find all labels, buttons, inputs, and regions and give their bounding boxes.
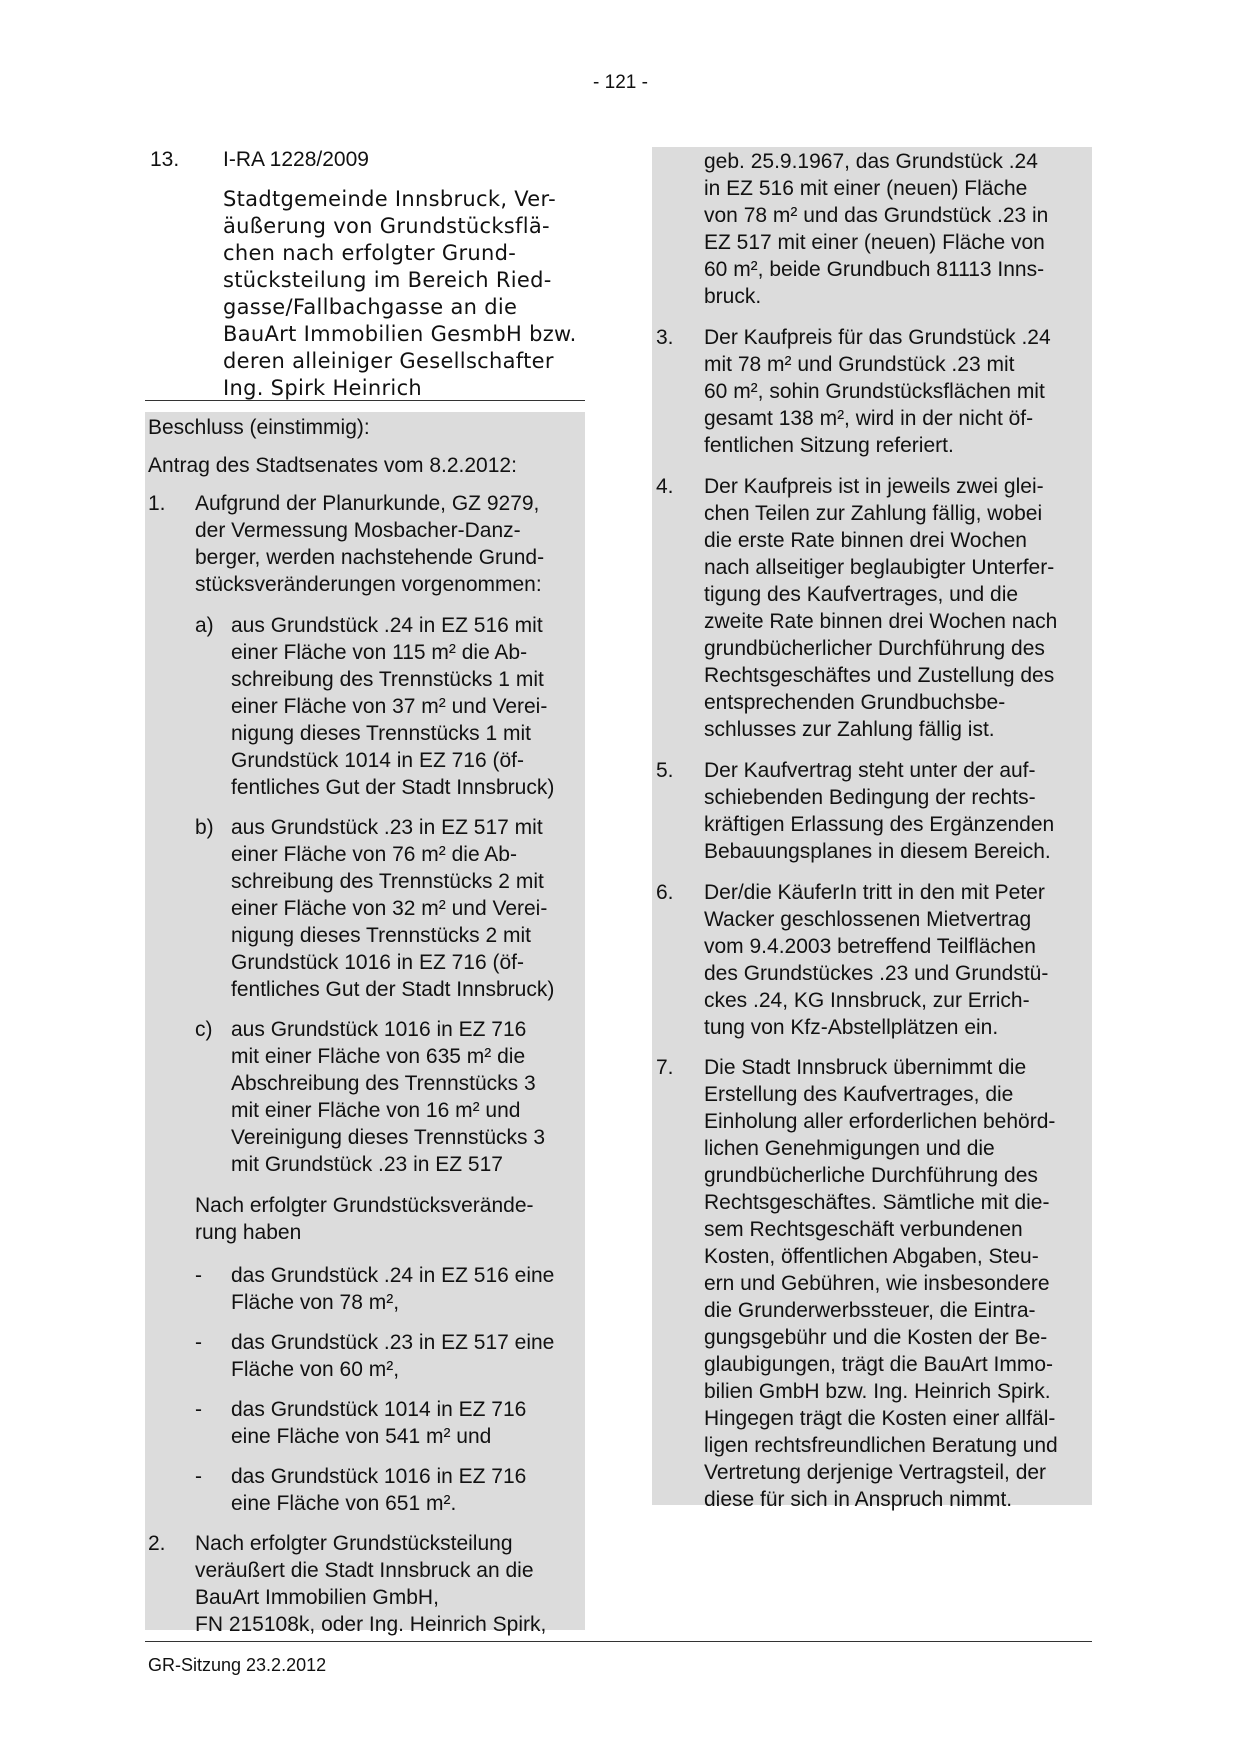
text-line: grundbücherlicher Durchführung des <box>704 637 1045 660</box>
text-line: mit 78 m² und Grundstück .23 mit <box>704 353 1015 376</box>
paragraph-number: 7. <box>656 1056 674 1079</box>
item-code: I-RA 1228/2009 <box>223 148 369 171</box>
text-line: Fläche von 60 m², <box>231 1358 400 1381</box>
text-line: FN 215108k, oder Ing. Heinrich Spirk, <box>195 1613 547 1636</box>
text-line: kräftigen Erlassung des Ergänzenden <box>704 813 1055 836</box>
text-line: mit einer Fläche von 16 m² und <box>231 1099 521 1122</box>
dash-bullet: - <box>195 1331 202 1354</box>
paragraph-4 <box>704 473 1057 743</box>
paragraph-1 <box>195 490 544 598</box>
text-line: Nach erfolgter Grundstücksteilung <box>195 1532 513 1555</box>
text-line: gungsgebühr und die Kosten der Be- <box>704 1326 1048 1349</box>
text-line: Der Kaufpreis für das Grundstück .24 <box>704 326 1051 349</box>
text-line: einer Fläche von 32 m² und Verei- <box>231 897 548 920</box>
text-line: einer Fläche von 76 m² die Ab- <box>231 843 517 866</box>
text-line: bilien GmbH bzw. Ing. Heinrich Spirk. <box>704 1380 1051 1403</box>
text-line: Hingegen trägt die Kosten einer allfäl- <box>704 1407 1056 1430</box>
sub-label: a) <box>195 614 214 637</box>
footer-text: GR-Sitzung 23.2.2012 <box>148 1655 327 1675</box>
title-line: deren alleiniger Gesellschafter <box>223 349 554 373</box>
text-line: nigung dieses Trennstücks 2 mit <box>231 924 531 947</box>
text-line: Erstellung des Kaufvertrages, die <box>704 1083 1014 1106</box>
dash-bullet: - <box>195 1264 202 1287</box>
text-line: ligen rechtsfreundlichen Beratung und <box>704 1434 1058 1457</box>
text-line: das Grundstück .24 in EZ 516 eine <box>231 1264 555 1287</box>
text-line: Grundstück 1016 in EZ 716 (öf- <box>231 951 524 974</box>
page-number: - 121 - <box>593 72 648 93</box>
sub-label: c) <box>195 1018 213 1041</box>
text-line: Einholung aller erforderlichen behörd- <box>704 1110 1056 1133</box>
text-line: die erste Rate binnen drei Wochen <box>704 529 1027 552</box>
text-line: Bebauungsplanes in diesem Bereich. <box>704 840 1051 863</box>
text-line: mit einer Fläche von 635 m² die <box>231 1045 526 1068</box>
text-line: schreibung des Trennstücks 1 mit <box>231 668 544 691</box>
text-line: geb. 25.9.1967, das Grundstück .24 <box>704 150 1038 173</box>
text-line: Fläche von 78 m², <box>231 1291 400 1314</box>
paragraph-number: 2. <box>148 1532 166 1555</box>
text-line: schlusses zur Zahlung fällig ist. <box>704 718 995 741</box>
paragraph-number: 1. <box>148 492 166 515</box>
dash-item <box>231 1329 554 1383</box>
text-line: aus Grundstück 1016 in EZ 716 <box>231 1018 527 1041</box>
text-line: einer Fläche von 37 m² und Verei- <box>231 695 548 718</box>
dash-item <box>231 1463 526 1517</box>
text-line: zweite Rate binnen drei Wochen nach <box>704 610 1058 633</box>
text-line: fentliches Gut der Stadt Innsbruck) <box>231 776 555 799</box>
sub-item-a <box>231 612 554 801</box>
text-line: chen Teilen zur Zahlung fällig, wobei <box>704 502 1043 525</box>
paragraph-number: 6. <box>656 881 674 904</box>
text-line: Der Kaufvertrag steht unter der auf- <box>704 759 1036 782</box>
title-line: chen nach erfolgter Grund- <box>223 241 517 265</box>
text-line: Aufgrund der Planurkunde, GZ 9279, <box>195 492 540 515</box>
paragraph-7 <box>704 1054 1058 1513</box>
text-line: mit Grundstück .23 in EZ 517 <box>231 1153 503 1176</box>
paragraph-3 <box>704 324 1051 459</box>
paragraph-6 <box>704 879 1048 1041</box>
motion-label: Antrag des Stadtsenates vom 8.2.2012: <box>148 454 517 477</box>
title-line: Ing. Spirk Heinrich <box>223 376 423 400</box>
text-line: diese für sich in Anspruch nimmt. <box>704 1488 1013 1511</box>
text-line: sem Rechtsgeschäft verbundenen <box>704 1218 1023 1241</box>
dash-bullet: - <box>195 1465 202 1488</box>
text-line: Vertretung derjenige Vertragsteil, der <box>704 1461 1047 1484</box>
text-line: nigung dieses Trennstücks 1 mit <box>231 722 531 745</box>
text-line: vom 9.4.2003 betreffend Teilflächen <box>704 935 1036 958</box>
text-line: entsprechenden Grundbuchsbe- <box>704 691 1006 714</box>
text-line: veräußert die Stadt Innsbruck an die <box>195 1559 534 1582</box>
text-line: Die Stadt Innsbruck übernimmt die <box>704 1056 1027 1079</box>
sub-label: b) <box>195 816 214 839</box>
text-line: die Grunderwerbssteuer, die Eintra- <box>704 1299 1036 1322</box>
text-line: glaubigungen, trägt die BauArt Immo- <box>704 1353 1054 1376</box>
text-line: von 78 m² und das Grundstück .23 in <box>704 204 1049 227</box>
sub-item-b <box>231 814 554 1003</box>
text-line: der Vermessung Mosbacher-Danz- <box>195 519 521 542</box>
text-line: aus Grundstück .23 in EZ 517 mit <box>231 816 543 839</box>
text-line: rung haben <box>195 1221 302 1244</box>
text-line: 60 m², beide Grundbuch 81113 Inns- <box>704 258 1045 281</box>
text-line: Kosten, öffentlichen Abgaben, Steu- <box>704 1245 1039 1268</box>
text-line: tung von Kfz-Abstellplätzen ein. <box>704 1016 999 1039</box>
text-line: schreibung des Trennstücks 2 mit <box>231 870 544 893</box>
text-line: lichen Genehmigungen und die <box>704 1137 995 1160</box>
text-line: Grundstück 1014 in EZ 716 (öf- <box>231 749 524 772</box>
title-line: BauArt Immobilien GesmbH bzw. <box>223 322 577 346</box>
title-line: äußerung von Grundstücksflä- <box>223 214 550 238</box>
text-line: Abschreibung des Trennstücks 3 <box>231 1072 536 1095</box>
text-line: bruck. <box>704 285 762 308</box>
text-line: stücksveränderungen vorgenommen: <box>195 573 542 596</box>
dash-item <box>231 1262 554 1316</box>
text-line: das Grundstück .23 in EZ 517 eine <box>231 1331 555 1354</box>
text-line: einer Fläche von 115 m² die Ab- <box>231 641 528 664</box>
text-line: Rechtsgeschäftes und Zustellung des <box>704 664 1055 687</box>
text-line: das Grundstück 1016 in EZ 716 <box>231 1465 527 1488</box>
text-line: ern und Gebühren, wie insbesondere <box>704 1272 1050 1295</box>
text-line: schiebenden Bedingung der rechts- <box>704 786 1036 809</box>
text-line: Der/die KäuferIn tritt in den mit Peter <box>704 881 1045 904</box>
text-line: in EZ 516 mit einer (neuen) Fläche <box>704 177 1028 200</box>
text-line: fentlichen Sitzung referiert. <box>704 434 954 457</box>
item-title <box>223 186 577 402</box>
text-line: das Grundstück 1014 in EZ 716 <box>231 1398 527 1421</box>
text-line: grundbücherliche Durchführung des <box>704 1164 1038 1187</box>
text-line: Nach erfolgter Grundstücksverände- <box>195 1194 534 1217</box>
title-line: gasse/Fallbachgasse an die <box>223 295 518 319</box>
item-number: 13. <box>150 148 180 171</box>
paragraph-2-continued <box>704 148 1048 310</box>
text-line: eine Fläche von 541 m² und <box>231 1425 492 1448</box>
paragraph-2 <box>195 1530 546 1638</box>
text-line: Rechtsgeschäftes. Sämtliche mit die- <box>704 1191 1050 1214</box>
text-line: BauArt Immobilien GmbH, <box>195 1586 439 1609</box>
text-line: des Grundstückes .23 und Grundstü- <box>704 962 1049 985</box>
footer-rule <box>145 1641 1092 1642</box>
title-line: Stadtgemeinde Innsbruck, Ver- <box>223 187 556 211</box>
text-line: fentliches Gut der Stadt Innsbruck) <box>231 978 555 1001</box>
text-line: gesamt 138 m², wird in der nicht öf- <box>704 407 1034 430</box>
text-line: berger, werden nachstehende Grund- <box>195 546 545 569</box>
dash-item <box>231 1396 526 1450</box>
text-line: aus Grundstück .24 in EZ 516 mit <box>231 614 543 637</box>
text-line: tigung des Kaufvertrages, und die <box>704 583 1019 606</box>
dash-bullet: - <box>195 1398 202 1421</box>
text-line: Vereinigung dieses Trennstücks 3 <box>231 1126 546 1149</box>
sub-item-c <box>231 1016 545 1178</box>
paragraph-number: 4. <box>656 475 674 498</box>
text-line: ckes .24, KG Innsbruck, zur Errich- <box>704 989 1030 1012</box>
header-rule <box>145 400 585 401</box>
paragraph-5 <box>704 757 1054 865</box>
text-line: 60 m², sohin Grundstücksflächen mit <box>704 380 1045 403</box>
decision-label: Beschluss (einstimmig): <box>148 416 370 439</box>
text-line: EZ 517 mit einer (neuen) Fläche von <box>704 231 1045 254</box>
text-line: Wacker geschlossenen Mietvertrag <box>704 908 1032 931</box>
text-line: nach allseitiger beglaubigter Unterfer- <box>704 556 1055 579</box>
paragraph-number: 3. <box>656 326 674 349</box>
after-change-text <box>195 1192 534 1246</box>
paragraph-number: 5. <box>656 759 674 782</box>
text-line: eine Fläche von 651 m². <box>231 1492 457 1515</box>
text-line: Der Kaufpreis ist in jeweils zwei glei- <box>704 475 1044 498</box>
title-line: stücksteilung im Bereich Ried- <box>223 268 552 292</box>
